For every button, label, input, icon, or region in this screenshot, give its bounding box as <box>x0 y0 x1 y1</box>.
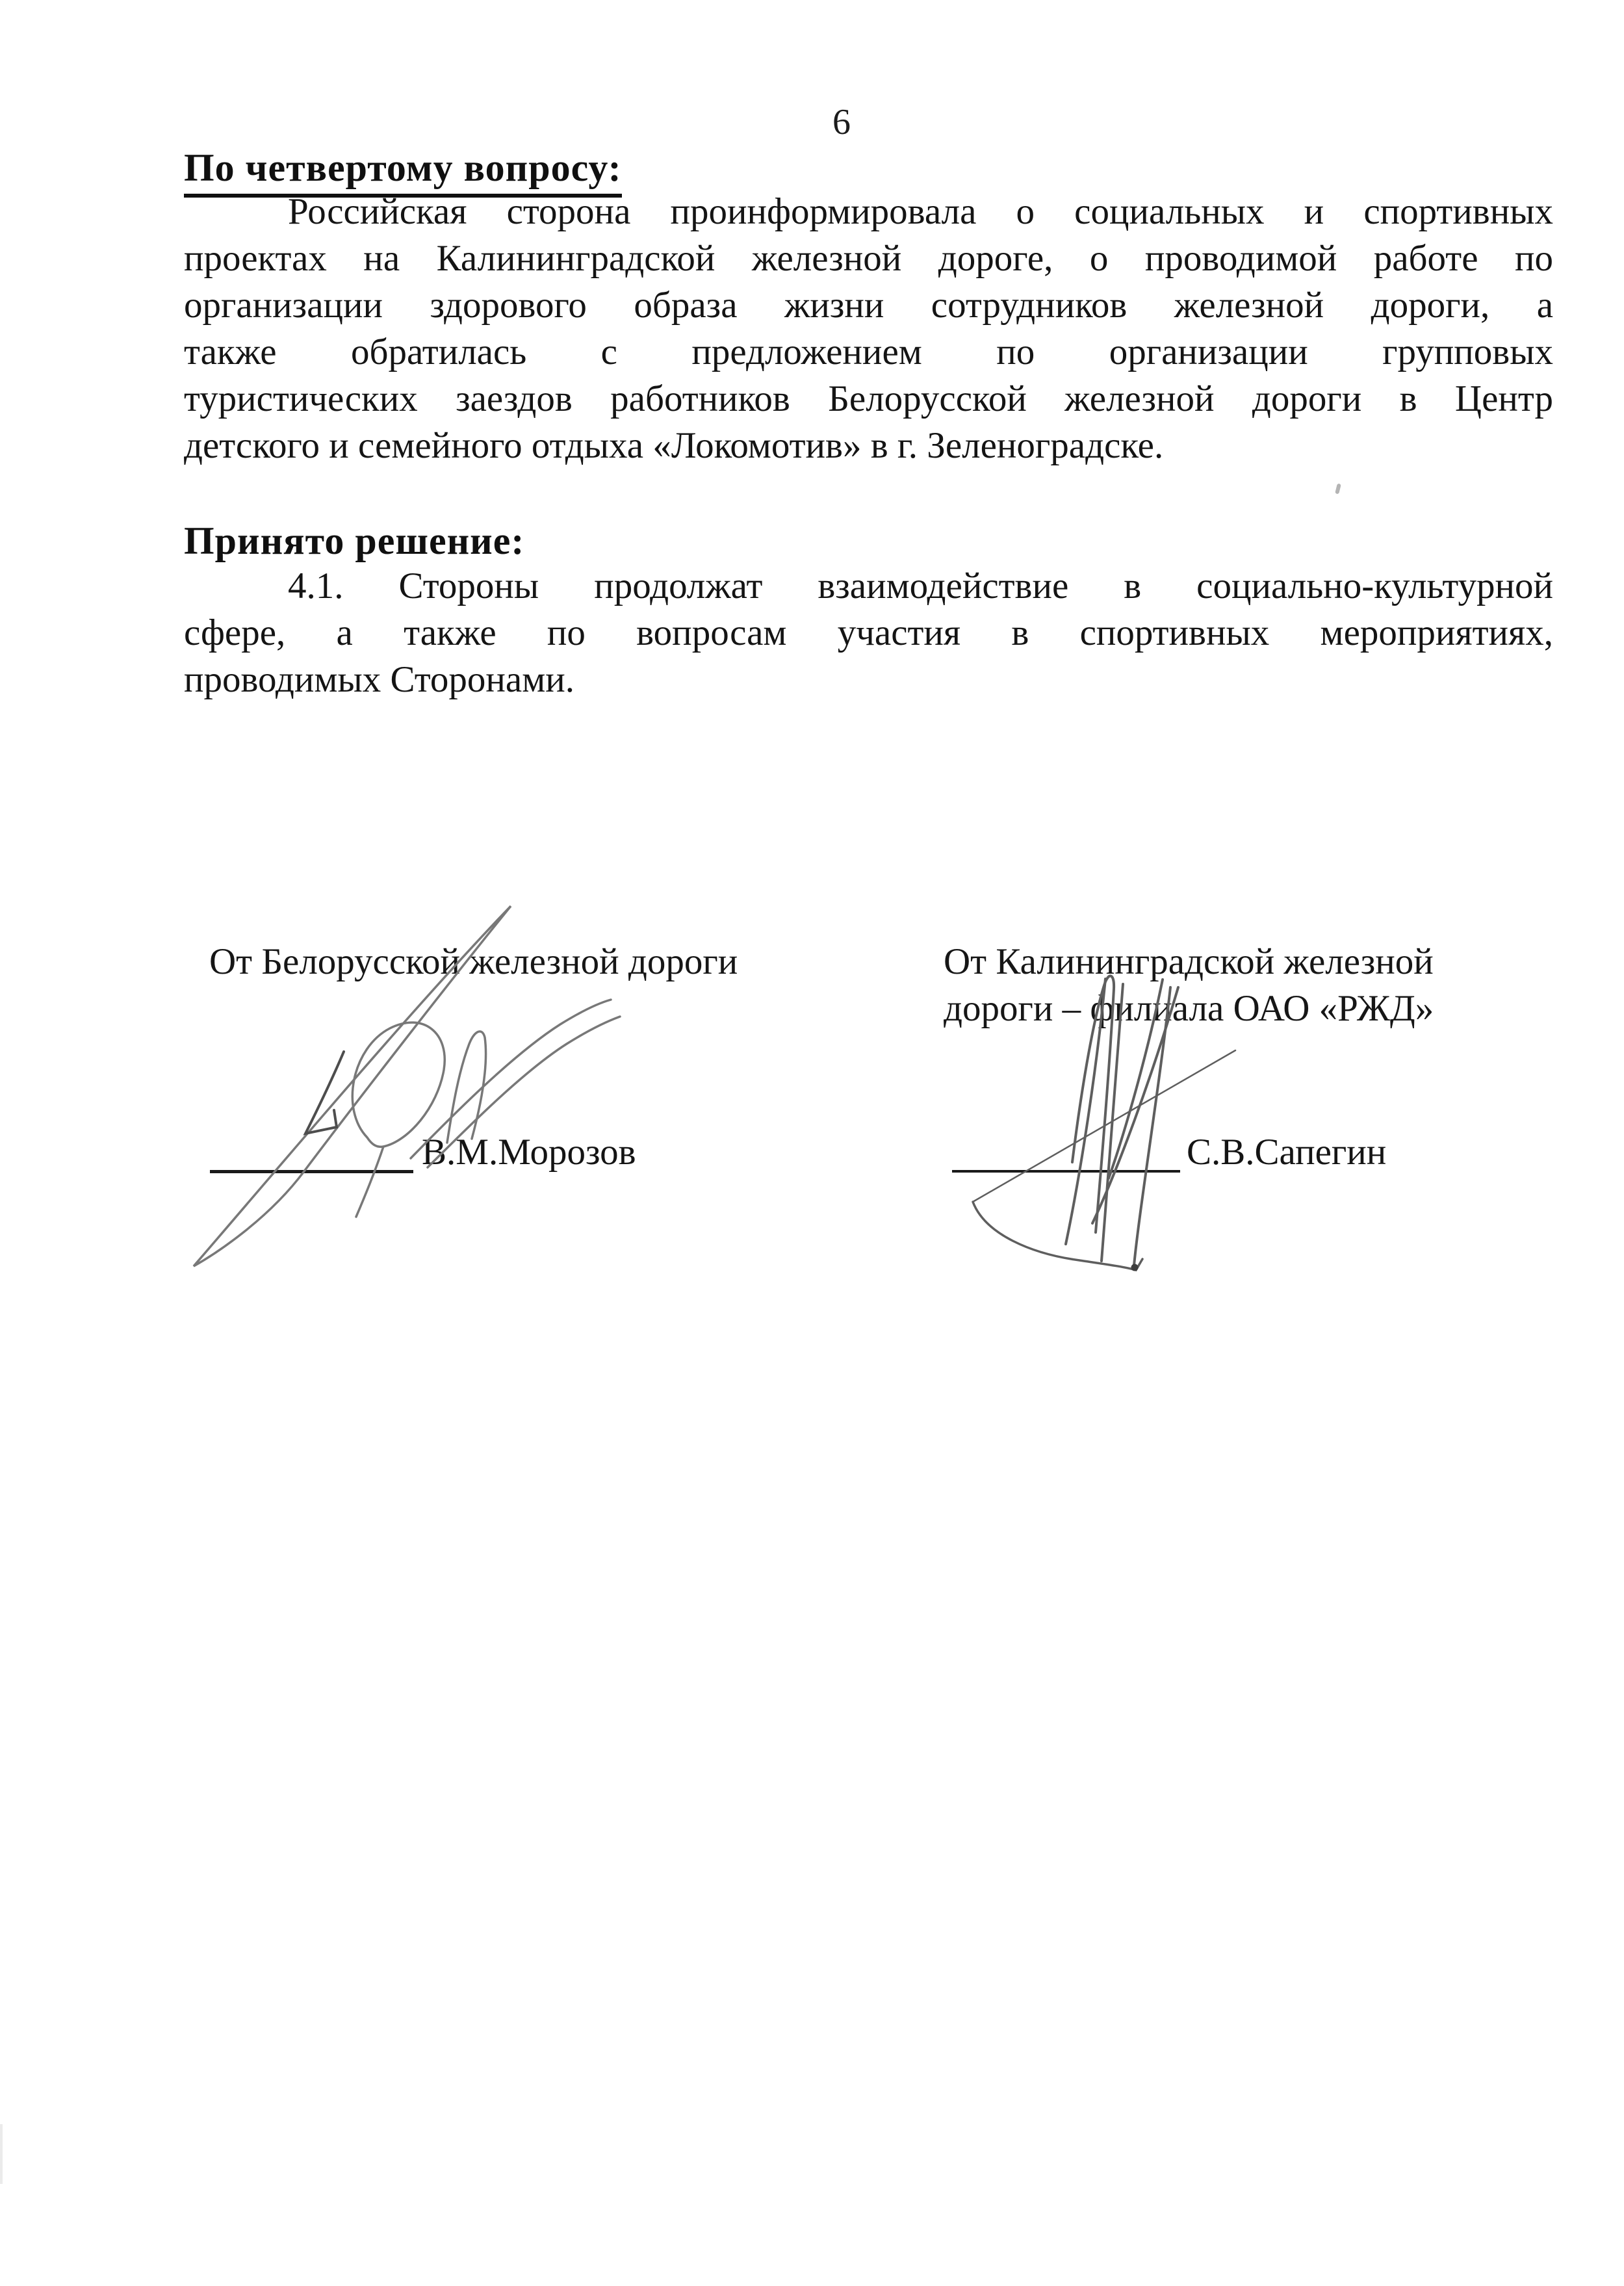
paragraph-line: 4.1. Стороны продолжат взаимодействие в социально-культурной <box>288 565 1553 606</box>
paragraph-line: проводимых Сторонами. <box>184 659 575 700</box>
paragraph-line: туристических заездов работников Белорусской железной дороги в Центр <box>184 378 1553 419</box>
right-party-caption-line2: дороги – филиала ОАО «РЖД» <box>944 988 1434 1029</box>
page-number: 6 <box>832 102 851 142</box>
decision-paragraph <box>184 563 1553 703</box>
paragraph-line: сфере, а также по вопросам участия в спортивных мероприятиях, <box>184 612 1553 653</box>
paragraph-line: организации здорового образа жизни сотрудников железной дороги, а <box>184 285 1553 326</box>
right-party-caption-line1: От Калининградской железной <box>944 941 1434 982</box>
left-signature-line <box>210 1170 413 1173</box>
right-signature-line <box>952 1170 1180 1173</box>
scan-artifact <box>1335 484 1341 495</box>
scan-artifact <box>0 2124 3 2184</box>
paragraph-line: Российская сторона проинформировала о социальных и спортивных <box>288 191 1553 232</box>
left-party-caption: От Белорусской железной дороги <box>209 941 738 982</box>
section-4-heading: По четвертому вопросу: <box>184 146 622 198</box>
left-signatory-name: В.М.Морозов <box>422 1132 636 1173</box>
decision-heading: Принято решение: <box>184 519 525 562</box>
right-party-caption <box>944 939 1434 1032</box>
right-signatory-name: С.В.Сапегин <box>1187 1132 1387 1173</box>
paragraph-line: также обратилась с предложением по организации групповых <box>184 331 1553 372</box>
section-4-paragraph <box>184 188 1553 469</box>
paragraph-line: детского и семейного отдыха «Локомотив» в г. Зеленоградске. <box>184 425 1164 466</box>
paragraph-line: проектах на Калининградской железной дороге, о проводимой работе по <box>184 238 1553 279</box>
